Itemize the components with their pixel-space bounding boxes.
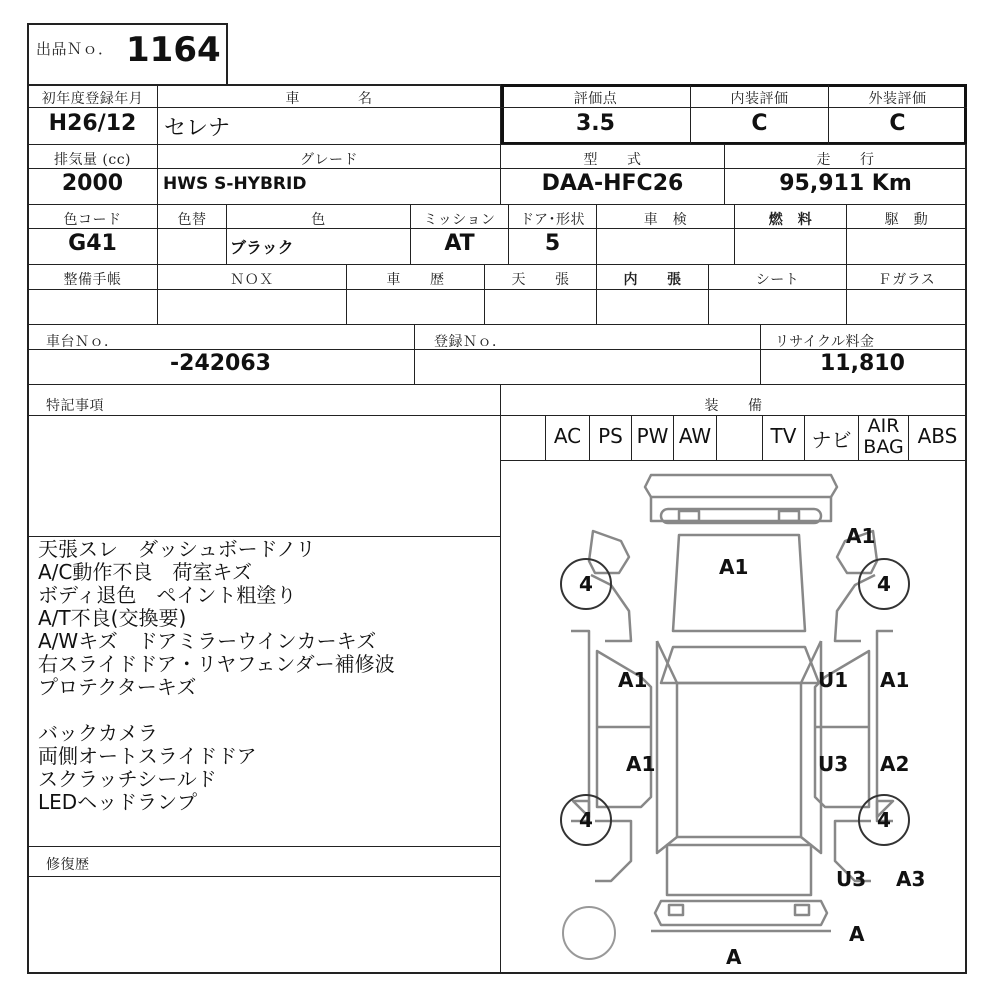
color-value: ブラック <box>230 238 294 257</box>
score-value: 3.5 <box>576 111 615 136</box>
name-value: セレナ <box>164 116 231 141</box>
model-value: DAA-HFC26 <box>541 171 684 196</box>
repair-label: 修復歴 <box>46 857 90 873</box>
note-line: 両側オートスライドドア <box>38 744 257 768</box>
score-label: 評価点 <box>573 91 618 107</box>
lot-label: 出品Ｎｏ． <box>36 40 114 58</box>
int-value: C <box>751 111 768 136</box>
notes-list <box>38 538 395 814</box>
drive-label: 駆 動 <box>884 212 929 228</box>
note-line <box>38 699 395 722</box>
glass-label: Ｆガラス <box>877 272 936 288</box>
car-diagram <box>501 461 966 972</box>
grade-value: HWS S-HYBRID <box>163 174 307 194</box>
damage-right-rear-corner: A3 <box>896 867 926 891</box>
border <box>716 416 717 461</box>
border <box>27 324 967 325</box>
name-label: 車 名 <box>285 91 373 107</box>
damage-right-rear-door: U3 <box>818 752 849 776</box>
equip-abs: ABS <box>917 424 958 448</box>
notes-label: 特記事項 <box>46 398 104 414</box>
equipment-label: 装 備 <box>704 398 763 414</box>
equip-ac: AC <box>553 424 582 448</box>
tire-rear-right: 4 <box>858 794 910 846</box>
damage-hood: A1 <box>719 555 749 579</box>
border <box>414 325 415 385</box>
note-line: LEDヘッドランプ <box>38 790 198 814</box>
note-line: 右スライドドア・リヤフェンダー補修波 <box>38 652 395 676</box>
border <box>27 23 29 85</box>
damage-left-rear-door: A1 <box>626 752 656 776</box>
history-label: 車 歴 <box>386 272 445 288</box>
color-code-label: 色コード <box>63 212 122 228</box>
border <box>27 384 967 385</box>
reg-label: 初年度登録年月 <box>41 91 144 107</box>
mission-label: ミッション <box>423 212 496 228</box>
equip-air: AIR <box>867 415 900 437</box>
equip-pw: PW <box>636 424 669 448</box>
damage-rear-gate: U3 <box>836 867 867 891</box>
note-line: プロテクターキズ <box>38 675 197 699</box>
door-value: 5 <box>544 231 561 256</box>
grade-label: グレード <box>300 152 358 168</box>
nox-label: ＮＯＸ <box>230 272 274 288</box>
tire-rear-left: 4 <box>560 794 612 846</box>
border <box>760 325 761 385</box>
note-line: A/T不良(交換要) <box>38 606 187 630</box>
damage-right-rear-side: A2 <box>880 752 910 776</box>
border <box>27 23 227 25</box>
note-line: A/Wキズ ドアミラーウインカーキズ <box>38 629 377 653</box>
inspection-label: 車 検 <box>643 212 688 228</box>
mission-value: AT <box>444 231 475 256</box>
chassis-value: -242063 <box>170 351 271 376</box>
note-line: スクラッチシールド <box>38 767 217 791</box>
interior-label: 内 張 <box>623 272 682 288</box>
note-line: バックカメラ <box>38 721 158 745</box>
int-label: 内装評価 <box>730 91 789 107</box>
border <box>226 23 228 85</box>
border <box>27 846 501 847</box>
damage-left-front-door: A1 <box>618 668 648 692</box>
color-label: 色 <box>311 212 326 228</box>
seat-label: シート <box>755 272 800 288</box>
mileage-label: 走 行 <box>816 152 875 168</box>
chassis-label: 車台Ｎｏ． <box>46 334 119 350</box>
displacement-value: 2000 <box>61 171 124 196</box>
equip-aw: AW <box>678 424 712 448</box>
lot-number: 1164 <box>126 30 221 70</box>
border <box>27 144 967 145</box>
note-line: 天張スレ ダッシュボードノリ <box>38 537 316 561</box>
fuel-label: 燃 料 <box>768 212 813 228</box>
border <box>27 264 967 265</box>
damage-front-right: A1 <box>846 524 876 548</box>
repaint-label: 色替 <box>177 212 207 228</box>
color-code-value: G41 <box>68 231 117 256</box>
note-line: ボディ退色 ペイント粗塗り <box>38 583 297 607</box>
damage-rear-bumper: A <box>726 945 742 969</box>
damage-rear-right: A <box>849 922 865 946</box>
equip-navi: ナビ <box>811 428 852 452</box>
border <box>27 876 501 877</box>
reg-value: H26/12 <box>48 111 137 136</box>
roof-label: 天 張 <box>511 272 570 288</box>
ext-value: C <box>889 111 906 136</box>
damage-right-front-door: U1 <box>818 668 849 692</box>
door-label: ドア･形状 <box>519 212 586 228</box>
regno-label: 登録Ｎｏ． <box>434 334 507 350</box>
note-line: A/C動作不良 荷室キズ <box>38 560 252 584</box>
border <box>27 972 967 974</box>
displacement-label: 排気量 (cc) <box>53 152 132 168</box>
border <box>27 415 967 416</box>
equip-bag: BAG <box>863 436 904 458</box>
tire-front-left: 4 <box>560 558 612 610</box>
border <box>27 289 967 290</box>
recycle-value: 11,810 <box>820 351 905 376</box>
mileage-value: 95,911 Km <box>779 171 912 196</box>
border <box>27 204 967 205</box>
model-label: 型 式 <box>583 152 642 168</box>
maint-label: 整備手帳 <box>63 272 122 288</box>
recycle-label: リサイクル料金 <box>775 334 875 350</box>
damage-right-front-pillar: A1 <box>880 668 910 692</box>
equip-ps: PS <box>598 424 623 448</box>
tire-front-right: 4 <box>858 558 910 610</box>
equip-tv: TV <box>770 424 797 448</box>
ext-label: 外装評価 <box>868 91 927 107</box>
